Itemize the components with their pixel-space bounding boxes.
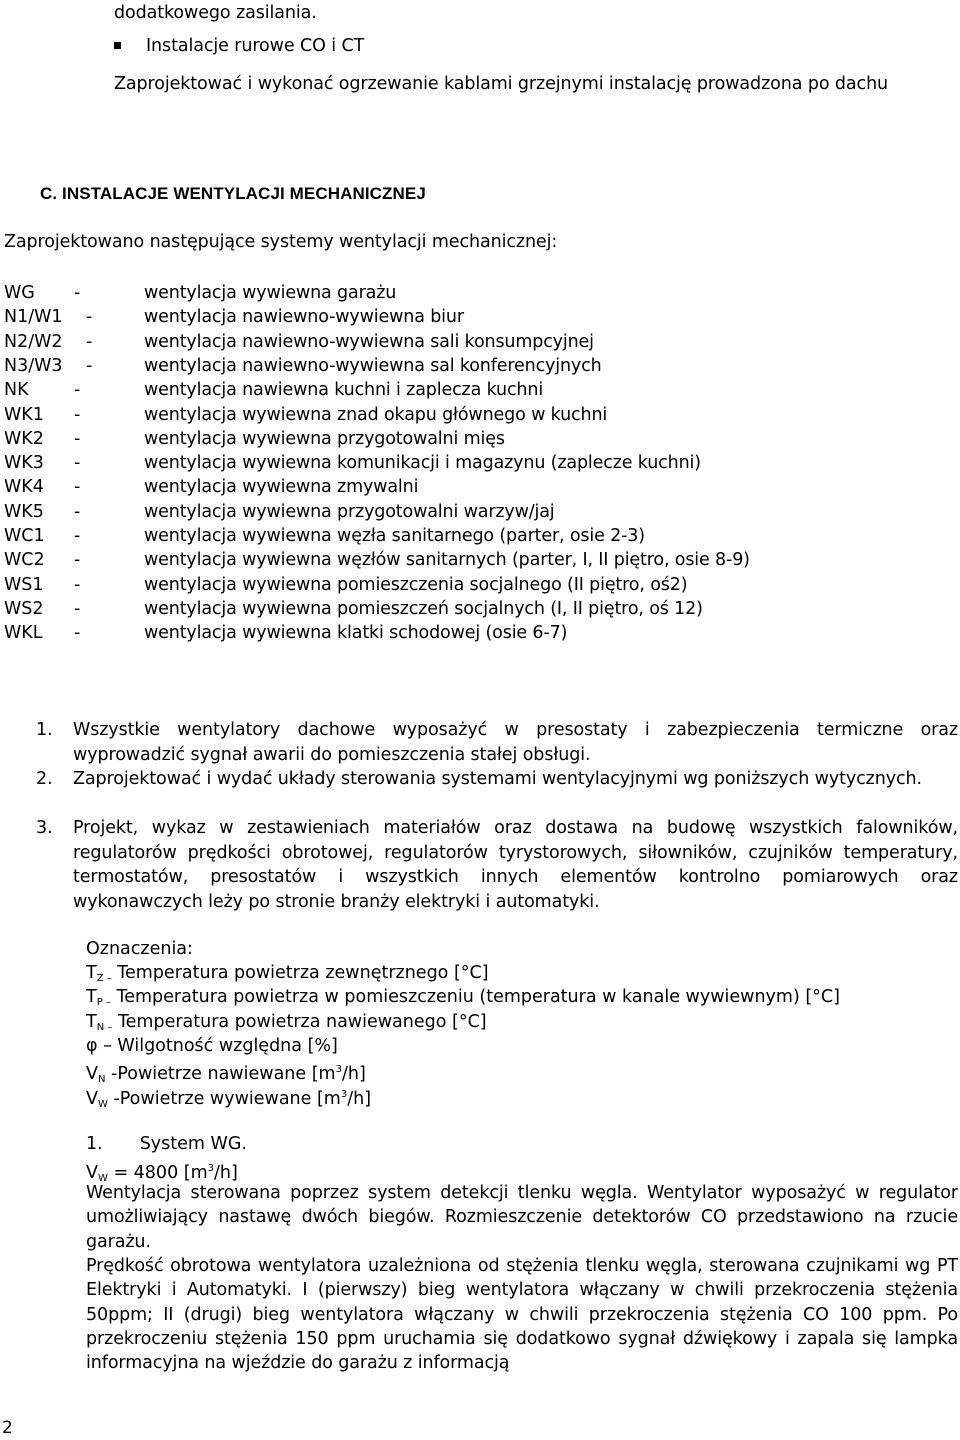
system-dash: -	[74, 453, 81, 474]
system-dash: -	[74, 550, 81, 571]
system-wg-title: System WG.	[139, 1134, 247, 1154]
system-dash: -	[74, 477, 81, 498]
system-code: WG	[4, 283, 35, 303]
legend-subscript: N –	[96, 1021, 113, 1033]
item-number: 2.	[36, 769, 53, 789]
system-code: WK3	[4, 453, 44, 474]
flow-superscript: 3	[207, 1163, 215, 1174]
legend-symbol: T	[86, 963, 97, 983]
system-row	[4, 281, 904, 305]
continuation-text: dodatkowego zasilania.	[114, 3, 317, 23]
legend-subscript: Z –	[96, 973, 112, 984]
numbered-item	[36, 718, 958, 767]
system-row	[4, 597, 904, 621]
legend-symbol: T	[86, 1011, 97, 1032]
flow-subscript: W	[97, 1173, 108, 1184]
system-row	[4, 500, 904, 524]
system-wg-paragraph-2: Prędkość obrotowa wentylatora uzależniona od stężenia tlenku węgla, sterowana czujnikami wg PT Elektryki i Automatyki. I (pierwszy) bieg wentylatora włączany w chwili przekroczenia stężenia 50ppm; II (drugi) bieg wentylatora włączany w chwili przekroczenia stężenia CO 100 ppm. Po przekroczeniu stężenia 150 ppm uruchamia się dodatkowo sygnał dźwiękowy i zapala się lampka informacyjna na wjeździe do garażu z informacją	[86, 1256, 958, 1374]
section-heading: C. INSTALACJE WENTYLACJI MECHANICZNEJ	[40, 184, 426, 203]
system-dash: -	[86, 355, 93, 376]
legend-text: -Powietrze wywiewane [m	[107, 1088, 341, 1109]
system-row	[4, 475, 904, 499]
system-wg-number: 1.	[86, 1134, 103, 1154]
legend-subscript: W	[97, 1098, 108, 1110]
flow-text: = 4800 [m	[107, 1163, 208, 1183]
legend-superscript: 3	[335, 1064, 342, 1076]
system-description: wentylacja nawiewna kuchni i zaplecza kuchni	[144, 380, 544, 401]
legend-tail: /h]	[341, 1064, 366, 1085]
system-description: wentylacja wywiewna pomieszczenia socjalnego (II piętro, oś2)	[144, 574, 688, 595]
system-description: wentylacja wywiewna garażu	[144, 283, 397, 303]
system-code: WC1	[4, 526, 45, 546]
legend-text: Temperatura powietrza nawiewanego [°C]	[112, 1011, 487, 1032]
system-description: wentylacja nawiewno-wywiewna biur	[144, 307, 464, 328]
system-row	[4, 524, 904, 548]
legend-tail: /h]	[347, 1088, 372, 1109]
system-row	[4, 548, 904, 572]
system-dash: -	[74, 598, 81, 619]
system-description: wentylacja wywiewna zmywalni	[144, 477, 419, 498]
flow-tail: /h]	[214, 1163, 238, 1183]
square-bullet-icon	[114, 42, 121, 49]
legend-item	[86, 1083, 371, 1117]
system-description: wentylacja nawiewno-wywiewna sal konferencyjnych	[144, 355, 602, 376]
numbered-item	[36, 767, 958, 792]
system-code: N1/W1	[4, 307, 63, 328]
system-description: wentylacja wywiewna komunikacji i magazynu (zaplecze kuchni)	[144, 453, 701, 474]
legend-text: Temperatura powietrza zewnętrznego [°C]	[111, 963, 489, 983]
legend-text: – Wilgotność względna [%]	[97, 1035, 338, 1056]
co-paragraph: Zaprojektować i wykonać ogrzewanie kablami grzejnymi instalację prowadzona po dachu	[114, 74, 889, 94]
system-description: wentylacja wywiewna węzła sanitarnego (parter, osie 2-3)	[144, 526, 645, 546]
page-number: 2	[2, 1418, 13, 1438]
system-row	[4, 403, 904, 427]
system-code: WS1	[4, 574, 44, 595]
system-dash: -	[74, 574, 81, 595]
system-description: wentylacja wywiewna węzłów sanitarnych (parter, I, II piętro, osie 8-9)	[144, 550, 750, 571]
item-number: 1.	[36, 720, 53, 740]
legend-superscript: 3	[340, 1088, 348, 1100]
system-dash: -	[86, 331, 93, 352]
system-dash: -	[74, 623, 81, 644]
legend-text: -Powietrze nawiewane [m	[105, 1064, 336, 1085]
system-description: wentylacja wywiewna przygotowalni mięs	[144, 428, 505, 449]
system-description: wentylacja wywiewna pomieszczeń socjalnych (I, II piętro, oś 12)	[144, 598, 703, 619]
system-row	[4, 451, 904, 475]
system-row	[4, 378, 904, 402]
system-code: WK1	[4, 404, 44, 425]
system-row	[4, 305, 904, 329]
legend-title: Oznaczenia:	[86, 939, 193, 959]
system-code: N2/W2	[4, 331, 63, 352]
system-description: wentylacja wywiewna znad okapu głównego w kuchni	[144, 404, 608, 425]
system-dash: -	[74, 526, 81, 546]
system-code: WC2	[4, 550, 45, 571]
system-dash: -	[86, 307, 93, 328]
system-description: wentylacja wywiewna przygotowalni warzyw/jaj	[144, 501, 555, 522]
system-description: wentylacja wywiewna klatki schodowej (osie 6-7)	[144, 623, 568, 644]
item-text: Wszystkie wentylatory dachowe wyposażyć w presostaty i zabezpieczenia termiczne oraz wyprowadzić sygnał awarii do pomieszczenia stałej obsługi.	[73, 720, 958, 765]
system-code: WK4	[4, 477, 44, 498]
item-text: Projekt, wykaz w zestawieniach materiałów oraz dostawa na budowę wszystkich falowników, regulatorów prędkości obrotowej, regulatorów tyrystorowych, siłowników, czujników temperatury, termostatów, presostatów i wszystkich innych elementów kontrolno pomiarowych oraz wykonawczych leży po stronie branży elektryki i automatyki.	[73, 818, 958, 912]
system-dash: -	[74, 283, 81, 303]
section-intro: Zaprojektowano następujące systemy wentylacji mechanicznej:	[4, 232, 558, 252]
flow-symbol: V	[86, 1163, 98, 1183]
legend-symbol: T	[86, 987, 97, 1008]
system-wg-heading	[86, 1132, 247, 1156]
item-text: Zaprojektować i wydać układy sterowania systemami wentylacyjnymi wg poniższych wytycznych.	[73, 769, 922, 789]
legend-symbol: φ	[86, 1035, 98, 1056]
system-description: wentylacja nawiewno-wywiewna sali konsumpcyjnej	[144, 331, 594, 352]
system-code: WK2	[4, 428, 44, 449]
system-dash: -	[74, 404, 81, 425]
legend-text: Temperatura powietrza w pomieszczeniu (temperatura w kanale wywiewnym) [°C]	[110, 987, 840, 1008]
system-code: WKL	[4, 623, 43, 644]
numbered-item	[36, 816, 958, 914]
system-row	[4, 621, 904, 645]
system-code: N3/W3	[4, 355, 63, 376]
legend-symbol: V	[86, 1064, 98, 1085]
system-row	[4, 573, 904, 597]
system-row	[4, 330, 904, 354]
system-code: WK5	[4, 501, 44, 522]
system-code: NK	[4, 380, 29, 401]
bullet-heading: Instalacje rurowe CO i CT	[146, 36, 365, 56]
system-code: WS2	[4, 598, 44, 619]
system-dash: -	[74, 428, 81, 449]
item-number: 3.	[36, 818, 53, 838]
legend-subscript: P –	[96, 997, 111, 1009]
system-dash: -	[74, 380, 81, 401]
legend-subscript: N	[97, 1074, 106, 1086]
system-row	[4, 427, 904, 451]
legend-symbol: V	[86, 1088, 98, 1109]
system-row	[4, 354, 904, 378]
system-dash: -	[74, 501, 81, 522]
system-wg-paragraph-1: Wentylacja sterowana poprzez system detekcji tlenku węgla. Wentylator wyposażyć w regulator umożliwiający nastawę dwóch biegów. Rozmieszczenie detektorów CO przedstawiono na rzucie garażu.	[86, 1183, 958, 1252]
